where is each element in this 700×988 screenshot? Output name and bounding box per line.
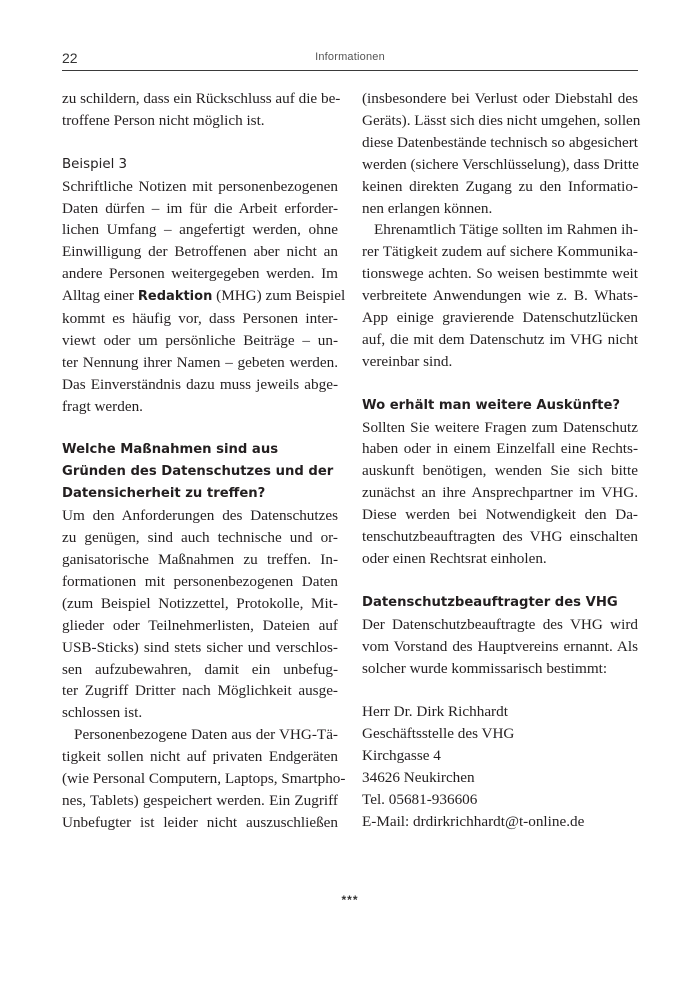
text-line: (wie Personal Computern, Laptops, Smartpho-	[62, 770, 346, 788]
text-line: Personenbezogene Daten aus der VHG-Tä-	[74, 726, 338, 744]
text-line: tenschutzbeauftragten des VHG einschalten	[362, 528, 638, 546]
text-line: auskunft benötigen, wenden Sie sich bitte	[362, 462, 638, 480]
text-line: haben oder in einem Einzelfall eine Rechts-	[362, 440, 638, 458]
text-fragment: Alltag einer	[62, 287, 138, 305]
contact-street: Kirchgasse 4	[362, 747, 441, 765]
text-line: vom Vorstand des Hauptvereins ernannt. Als	[362, 637, 638, 655]
text-line: glieder oder Teilnehmerlisten, Dateien auf	[62, 616, 338, 634]
text-line: ter Zugriff Dritter nach Möglichkeit ausge-	[62, 682, 338, 700]
right-column	[362, 88, 641, 833]
text-line: fragt werden.	[62, 397, 143, 415]
text-line: zu genügen, sind auch technische und or-	[62, 529, 338, 547]
page-number: 22	[62, 50, 78, 66]
text-line: nen erlangen können.	[362, 199, 493, 217]
running-head: Informationen	[315, 51, 385, 63]
spacer	[362, 570, 638, 592]
spacer	[62, 132, 338, 154]
text-line: lichen Umfang – angefertigt werden, ohne	[62, 221, 338, 239]
text-line: Diese werden bei Notwendigkeit den Da-	[362, 506, 638, 524]
text-line: sen aufzubewahren, damit ein unbefug-	[62, 660, 338, 678]
left-column	[62, 88, 346, 834]
text-line-with-emphasis	[62, 285, 346, 308]
text-line: zunächst an ihre Ansprechpartner im VHG.	[362, 484, 638, 502]
section-heading: Gründen des Datenschutzes und der	[62, 464, 334, 480]
text-line: (zum Beispiel Notizzettel, Protokolle, Mit-	[62, 594, 338, 612]
spacer	[62, 418, 338, 440]
text-line: Der Datenschutzbeauftragte des VHG wird	[362, 615, 638, 633]
section-heading: Datensicherheit zu treffen?	[62, 486, 266, 502]
contact-office: Geschäftsstelle des VHG	[362, 725, 515, 743]
text-line: viewt oder um persönliche Beiträge – un-	[62, 331, 338, 349]
page-header	[62, 46, 638, 71]
contact-name: Herr Dr. Dirk Richhardt	[362, 703, 508, 721]
example-heading: Beispiel 3	[62, 156, 128, 172]
text-line: zu schildern, dass ein Rückschluss auf die be-	[62, 90, 341, 107]
text-line: vereinbar sind.	[362, 352, 453, 370]
text-line: Das Einverständnis dazu muss jeweils abge-	[62, 375, 338, 393]
text-line: troffene Person nicht möglich ist.	[62, 111, 265, 129]
text-line: Ehrenamtlich Tätige sollten im Rahmen ih-	[374, 221, 638, 239]
text-line: solcher wurde kommissarisch bestimmt:	[362, 659, 608, 677]
contact-city: 34626 Neukirchen	[362, 769, 475, 787]
text-line: verbreitete Anwendungen wie z. B. Whats-	[362, 287, 638, 305]
text-line: ganisatorische Maßnahmen zu treffen. In-	[62, 551, 338, 568]
text-line: andere Personen weitergegeben werden. Im	[62, 265, 338, 283]
emphasized-term: Redaktion	[137, 289, 213, 305]
contact-email[interactable]: E-Mail: drdirkrichhardt@t-online.de	[362, 812, 585, 830]
text-line: Um den Anforderungen des Datenschutzes	[62, 507, 338, 525]
section-separator: ***	[341, 893, 359, 907]
section-heading: Datenschutzbeauftragter des VHG	[362, 594, 618, 610]
text-line: werden (sichere Verschlüsselung), dass Dritte	[362, 155, 639, 173]
text-line: nes, Tablets) gespeichert werden. Ein Zugriff	[62, 791, 338, 809]
text-line: Einwilligung der Betroffenen aber nicht an	[62, 243, 338, 261]
text-line: Sollten Sie weitere Fragen zum Datenschutz	[362, 418, 638, 436]
text-line: kommt es häufig vor, dass Personen inter-	[62, 310, 338, 328]
text-line: keinen direkten Zugang zu den Informatio-	[362, 177, 638, 195]
spacer	[362, 679, 638, 701]
text-line: tigkeit sollen nicht auf privaten Endgeräten	[62, 748, 338, 766]
section-heading: Welche Maßnahmen sind aus	[62, 442, 279, 458]
text-fragment: (MHG) zum Beispiel	[212, 287, 346, 305]
spacer	[362, 373, 638, 395]
text-line: oder einen Rechtsrat einholen.	[362, 550, 547, 568]
text-line: tionswege achten. So weisen bestimmte weit	[362, 265, 638, 283]
text-line: USB-Sticks) sind stets sicher und verschlos-	[62, 638, 338, 656]
text-line: Schriftliche Notizen mit personenbezogenen	[62, 177, 338, 195]
text-line: Geräts). Lässt sich dies nicht umgehen, sollen	[362, 111, 641, 129]
text-line: (insbesondere bei Verlust oder Diebstahl des	[362, 90, 638, 107]
text-line: schlossen ist.	[62, 704, 143, 722]
text-line: formationen mit personenbezogenen Daten	[62, 572, 338, 590]
text-line: ter Nennung ihrer Namen – gebeten werden.	[62, 353, 338, 371]
text-line: Unbefugter ist leider nicht auszuschließen	[62, 813, 338, 831]
contact-phone: Tel. 05681-936606	[362, 790, 478, 808]
section-heading: Wo erhält man weitere Auskünfte?	[362, 397, 621, 413]
text-line: diese Datenbestände technisch so abgesichert	[362, 133, 638, 151]
text-line: auf, die mit dem Datenschutz im VHG nicht	[362, 330, 638, 348]
text-line: rer Tätigkeit zudem auf sichere Kommunika-	[362, 243, 638, 261]
text-line: Daten dürfen – im für die Arbeit erforder-	[62, 199, 338, 217]
text-line: App einige gravierende Datenschutzlücken	[362, 309, 638, 327]
